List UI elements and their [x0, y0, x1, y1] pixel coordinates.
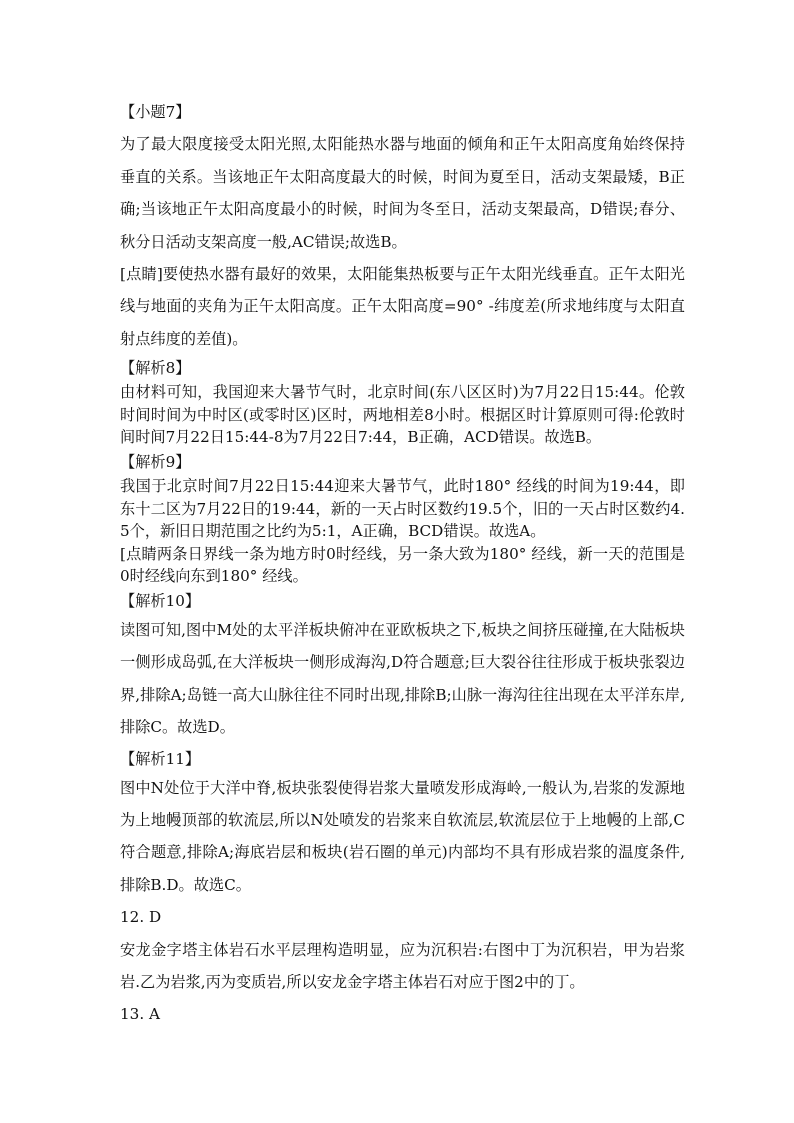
document-page	[120, 96, 685, 1031]
heading-question-7: 【小题7】	[120, 103, 191, 121]
heading-analysis-11: 【解析11】	[120, 749, 201, 768]
note-paragraph-9: [点睛两条日界线一条为地方时0时经线，另一条大致为180° 经线，新一天的范围是0时经线向东到180° 经线。	[120, 544, 685, 586]
note-paragraph-7: [点睛]要使热水器有最好的效果，太阳能集热板要与正午太阳光线垂直。正午太阳光线与地面的夹角为正午太阳高度。正午太阳高度=90° -纬度差(所求地纬度与太阳直射点纬度的差值)。	[120, 265, 685, 348]
heading-question-12: 12. D	[120, 908, 162, 927]
answer-paragraph-10: 读图可知,图中M处的太平洋板块俯冲在亚欧板块之下,板块之间挤压碰撞,在大陆板块一侧形成岛弧,在大洋板块一侧形成海沟,D符合题意;巨大裂谷往往形成于板块张裂边界,排除A;岛链一高大山脉往往不同时出现,排除B;山脉一海沟往往出现在太平洋东岸,排除C。故选D。	[120, 621, 685, 737]
heading-analysis-9: 【解析9】	[120, 453, 191, 472]
answer-paragraph-8: 由材料可知，我国迎来大暑节气时，北京时间(东八区区时)为7月22日15:44。伦敦时间时间为中时区(或零时区)区时，两地相差8小时。根据区时计算原则可得:伦敦时间时间7月22日15:44-8为7月22日7:44，B正确，ACD错误。故选B。	[120, 383, 685, 447]
answer-paragraph-9: 我国于北京时间7月22日15:44迎来大暑节气，此时180° 经线的时间为19:44，即东十二区为7月22日的19:44，新的一天占时区数约19.5个，旧的一天占时区数约4.5个，新旧日期范围之比约为5:1，A正确，BCD错误。故选A。	[120, 477, 685, 541]
answer-paragraph-12: 安龙金字塔主体岩石水平层理构造明显，应为沉积岩:右图中丁为沉积岩，甲为岩浆岩.乙为岩浆,丙为变质岩,所以安龙金字塔主体岩石对应于图2中的丁。	[120, 940, 685, 992]
answer-paragraph-11: 图中N处位于大洋中脊,板块张裂使得岩浆大量喷发形成海岭,一般认为,岩浆的发源地为上地幔顶部的软流层,所以N处喷发的岩浆来自软流层,软流层位于上地幔的上部,C符合题意,排除A;海底岩层和板块(岩石圈的单元)内部均不具有形成岩浆的温度条件,排除B.D。故选C。	[120, 778, 685, 894]
answer-paragraph-7: 为了最大限度接受太阳光照,太阳能热水器与地面的倾角和正午太阳高度角始终保持垂直的关系。当该地正午太阳高度最大的时候，时间为夏至日，活动支架最矮，B正确;当该地正午太阳高度最小的时候，时间为冬至日，活动支架最高，D错误;春分、秋分日活动支架高度一般,AC错误;故选B。	[120, 135, 685, 251]
heading-analysis-8: 【解析8】	[120, 359, 191, 378]
heading-question-13: 13. A	[120, 1005, 160, 1024]
heading-analysis-10: 【解析10】	[120, 592, 201, 610]
